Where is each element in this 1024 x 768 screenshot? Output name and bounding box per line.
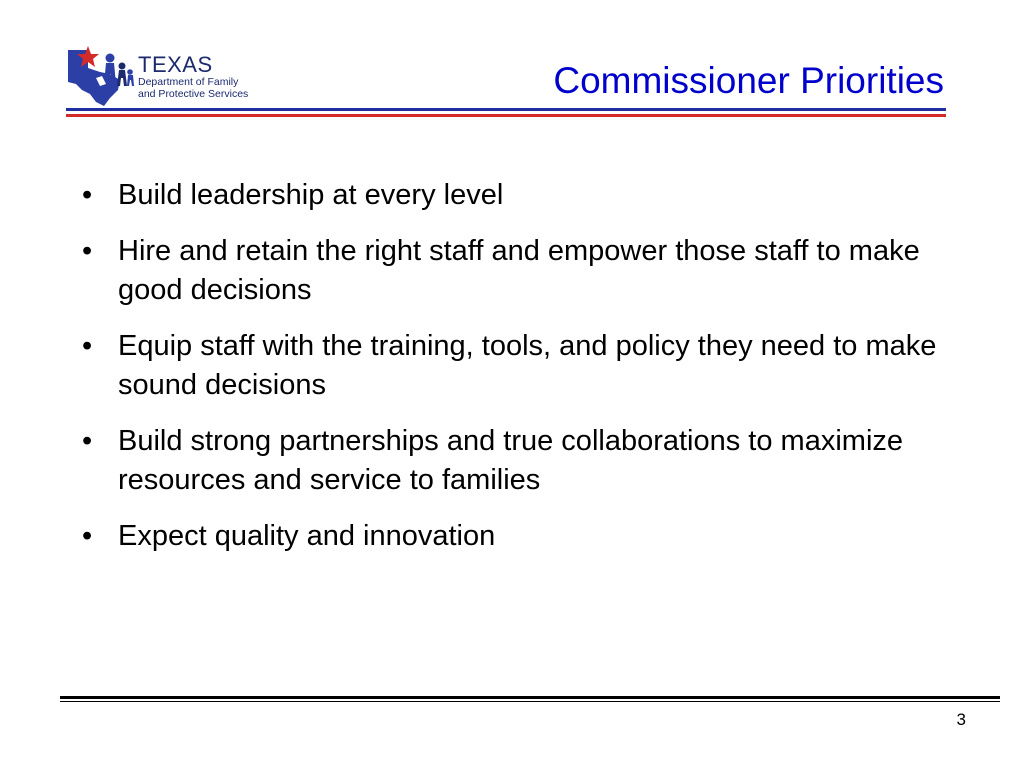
logo-title: TEXAS [138, 52, 213, 77]
bullet-marker: • [82, 330, 93, 362]
bullet-text: Build strong partnerships and true collaborations to maximize resources and service to families [118, 425, 904, 496]
bullet-marker: • [82, 425, 93, 457]
agency-logo [66, 44, 266, 108]
bullet-item [80, 232, 980, 310]
slide-title: Commissioner Priorities [553, 60, 944, 101]
texas-state-people-icon [66, 44, 136, 108]
bullet-list [80, 176, 980, 573]
bullet-text: Build leadership at every level [118, 179, 504, 211]
bullet-text: Equip staff with the training, tools, and policy they need to make sound decisions [118, 330, 937, 401]
header-rule-blue [66, 108, 946, 111]
bullet-marker: • [82, 520, 93, 552]
bullet-item [80, 517, 980, 556]
page-number: 3 [956, 710, 966, 729]
footer-rule-thick [60, 696, 1000, 699]
bullet-text: Expect quality and innovation [118, 520, 496, 552]
logo-subtitle-line1: Department of Family [138, 76, 239, 88]
bullet-item [80, 176, 980, 215]
footer-rule-thin [60, 701, 1000, 702]
bullet-marker: • [82, 179, 93, 211]
bullet-marker: • [82, 235, 93, 267]
bullet-text: Hire and retain the right staff and empower those staff to make good decisions [118, 235, 920, 306]
bullet-item [80, 327, 980, 405]
logo-subtitle-line2: and Protective Services [138, 88, 249, 100]
logo-text [138, 54, 268, 100]
bullet-item [80, 422, 980, 500]
header-rule-red [66, 114, 946, 117]
